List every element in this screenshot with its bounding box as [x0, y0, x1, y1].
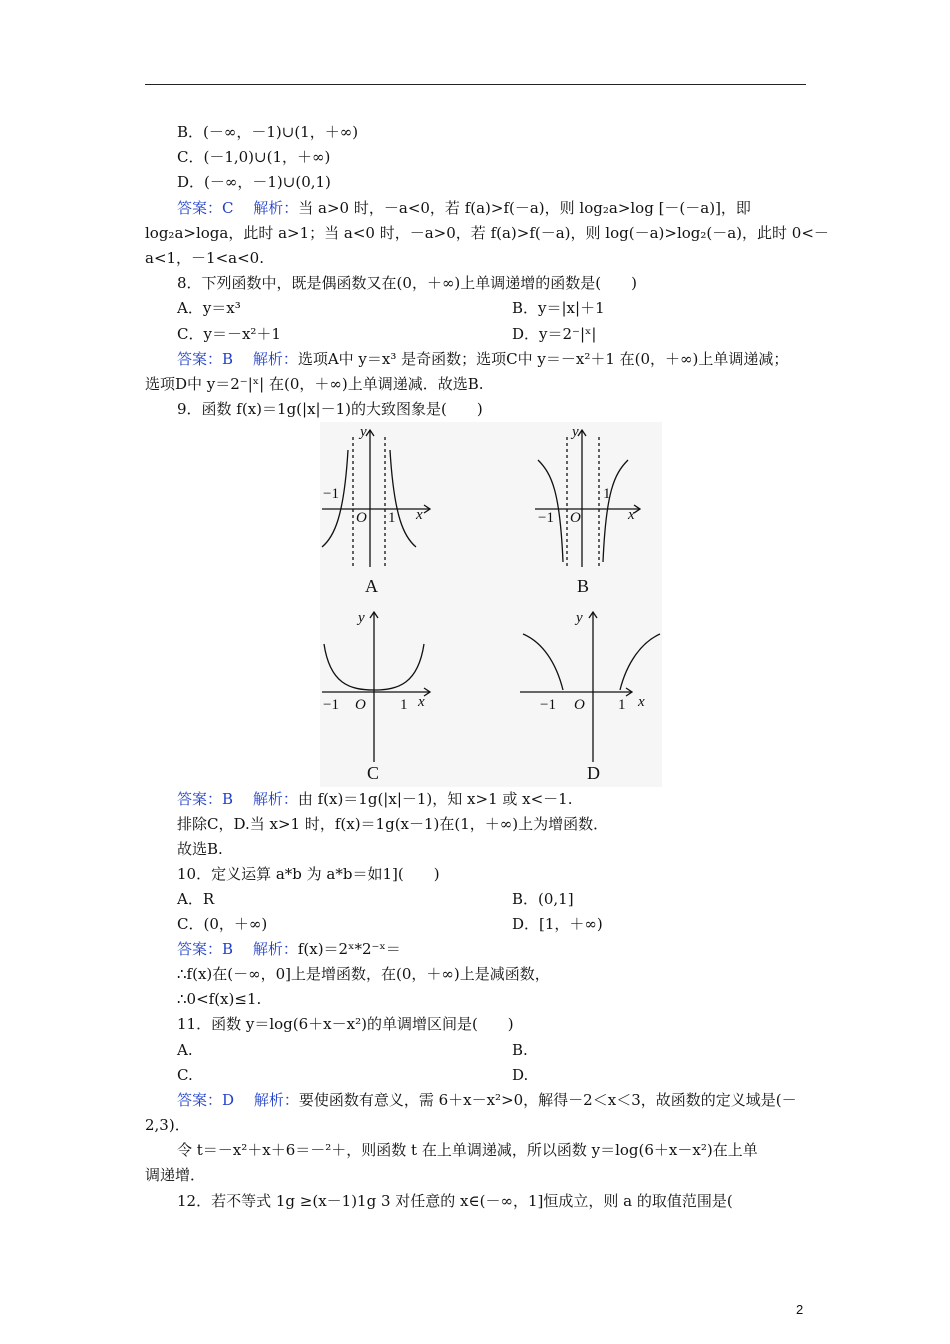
- q11-analysis-line-4: 调递增．: [145, 1166, 206, 1184]
- q11-option-c: C.: [177, 1066, 193, 1084]
- analysis-text: 要使函数有意义，需 6＋x－x²>0，解得－2＜x＜3，故函数的定义域是(－: [298, 1091, 797, 1109]
- header-rule: [145, 84, 806, 85]
- analysis-text: 由 f(x)＝1g(|x|－1)，知 x>1 或 x<－1.: [297, 790, 573, 808]
- q8-option-c: C．y＝－x²＋1: [177, 325, 281, 343]
- q8-analysis-line-1: [177, 349, 788, 369]
- analysis-label: 解析：: [252, 790, 298, 808]
- q10-analysis-line-1: [177, 939, 401, 959]
- q9-graph-options-figure: [320, 422, 662, 787]
- answer-label: 答案：B: [177, 350, 234, 368]
- panel-a-tick-neg: −1: [323, 486, 339, 502]
- panel-d-tick-pos: 1: [618, 697, 626, 713]
- q8-option-a: A．y＝x³: [177, 299, 241, 317]
- q7-option-b: B．(－∞，－1)∪(1，＋∞): [177, 123, 359, 141]
- panel-a-tick-pos: 1: [388, 510, 396, 526]
- panel-b-tick-neg: −1: [538, 510, 554, 526]
- q7-analysis-line-3: a<1，－1<a<0.: [145, 249, 264, 267]
- q11-analysis-line-1: [177, 1090, 797, 1110]
- panel-d-y-label: y: [576, 610, 583, 626]
- q10-analysis-line-3: ∴0<f(x)≤1.: [177, 990, 262, 1008]
- q7-analysis-line-1: [177, 198, 751, 218]
- panel-a-x-label: x: [416, 507, 423, 523]
- q7-option-c: C．(－1,0)∪(1，＋∞): [177, 148, 331, 166]
- panel-b-y-label: y: [572, 424, 579, 440]
- analysis-label: 解析：: [253, 1091, 299, 1109]
- analysis-text: 选项A中 y＝x³ 是奇函数；选项C中 y＝－x²＋1 在(0，＋∞)上单调递减；: [297, 350, 789, 368]
- panel-d-caption: D: [587, 763, 600, 783]
- panel-b-x-label: x: [628, 507, 635, 523]
- panel-a-origin-label: O: [356, 510, 367, 526]
- answer-label: 答案：C: [177, 199, 234, 217]
- answer-label: 答案：B: [177, 940, 234, 958]
- q11-option-a: A.: [177, 1041, 193, 1059]
- panel-c-tick-neg: −1: [323, 697, 339, 713]
- q11-option-d: D.: [512, 1066, 529, 1084]
- q10-option-d: D．[1，＋∞): [512, 915, 603, 933]
- panel-a-caption: A: [365, 576, 378, 596]
- q9-analysis-line-1: [177, 789, 573, 809]
- analysis-label: 解析：: [252, 350, 298, 368]
- analysis-label: 解析：: [252, 940, 298, 958]
- page-number: 2: [796, 1302, 804, 1317]
- q10-option-c: C．(0，＋∞): [177, 915, 268, 933]
- q8-option-b: B．y＝|x|＋1: [512, 299, 605, 317]
- q10-option-a: A．R: [177, 890, 215, 908]
- q9-analysis-line-3: 故选B.: [177, 840, 223, 858]
- panel-a-y-label: y: [360, 424, 367, 440]
- q11-analysis-line-3: 令 t＝－x²＋x＋6＝－²＋，则函数 t 在上单调递减，所以函数 y＝log(6＋x－x²)在上单: [177, 1141, 758, 1159]
- answer-label: 答案：B: [177, 790, 234, 808]
- q8-option-d: D．y＝2⁻|ˣ|: [512, 325, 597, 343]
- analysis-label: 解析：: [253, 199, 299, 217]
- q8-analysis-line-2: 选项D中 y＝2⁻|ˣ| 在(0，＋∞)上单调递减．故选B.: [145, 375, 484, 393]
- q7-analysis-line-2: log₂a>loga，此时 a>1；当 a<0 时，－a>0，若 f(a)>f(－a)，则 log(－a)>log₂(－a)，此时 0<－: [145, 224, 829, 242]
- panel-d-x-label: x: [638, 694, 645, 710]
- q11-stem: 11．函数 y＝log(6＋x－x²)的单调增区间是( ): [177, 1015, 514, 1033]
- analysis-text: 当 a>0 时，－a<0，若 f(a)>f(－a)，则 log₂a>log [－(－a)]，即: [298, 199, 751, 217]
- q9-analysis-line-2: 排除C，D.当 x>1 时，f(x)＝1g(x－1)在(1，＋∞)上为增函数．: [177, 815, 609, 833]
- panel-d-tick-neg: −1: [540, 697, 556, 713]
- panel-c-origin-label: O: [355, 697, 366, 713]
- q11-analysis-line-2: 2,3)．: [145, 1116, 190, 1134]
- q11-option-b: B.: [512, 1041, 528, 1059]
- q10-analysis-line-2: ∴f(x)在(－∞，0]上是增函数，在(0，＋∞)上是减函数，: [177, 965, 550, 983]
- panel-c-caption: C: [367, 763, 380, 783]
- q10-stem: 10．定义运算 a*b 为 a*b＝如1]( ): [177, 865, 440, 883]
- q7-option-d: D．(－∞，－1)∪(0,1): [177, 173, 331, 191]
- answer-label: 答案：D: [177, 1091, 235, 1109]
- panel-c-x-label: x: [418, 694, 425, 710]
- panel-c-y-label: y: [358, 610, 365, 626]
- figure-background: [320, 422, 662, 787]
- q9-stem: 9．函数 f(x)＝1g(|x|－1)的大致图象是( ): [177, 400, 483, 418]
- q10-option-b: B．(0,1]: [512, 890, 574, 908]
- panel-d-origin-label: O: [574, 697, 585, 713]
- panel-c-tick-pos: 1: [400, 697, 408, 713]
- panel-b-caption: B: [577, 576, 590, 596]
- panel-b-tick-pos: 1: [603, 486, 611, 502]
- q8-stem: 8．下列函数中，既是偶函数又在(0，＋∞)上单调递增的函数是( ): [177, 274, 637, 292]
- panel-b-origin-label: O: [570, 510, 581, 526]
- analysis-text: f(x)＝2ˣ*2⁻ˣ＝: [297, 940, 401, 958]
- q12-stem: 12．若不等式 1g ≥(x－1)1g 3 对任意的 x∈(－∞，1]恒成立，则 a 的取值范围是(: [177, 1192, 733, 1210]
